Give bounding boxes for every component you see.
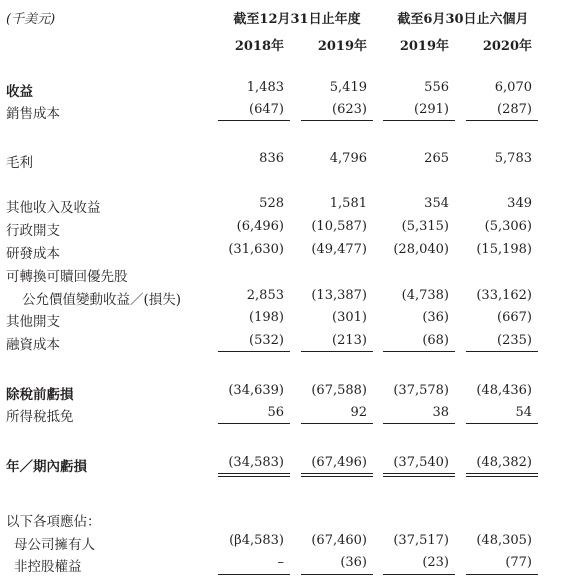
cell: 1,581 — [329, 196, 367, 211]
cell: (48,382) — [476, 455, 532, 470]
cell: 265 — [424, 151, 449, 166]
cell: (37,517) — [393, 533, 449, 548]
cell: 5,419 — [329, 80, 367, 95]
subtotal-rule — [301, 120, 373, 121]
cell: 38 — [432, 405, 449, 420]
cell: (67,460) — [311, 533, 367, 548]
year-header-3: 2019年 — [399, 39, 449, 54]
row-label-rnd-costs: 研發成本 — [6, 246, 60, 262]
row-label-finance-costs: 融資成本 — [6, 337, 60, 353]
cell: 4,796 — [329, 151, 367, 166]
subtotal-rule — [466, 574, 538, 575]
cell: (647) — [249, 102, 284, 117]
row-label-loss-before-tax: 除稅前虧損 — [6, 387, 74, 403]
cell: (623) — [332, 102, 367, 117]
total-double-rule — [383, 473, 455, 477]
cell: (10,587) — [311, 219, 367, 234]
cell: (67,496) — [311, 455, 367, 470]
subtotal-rule — [466, 120, 538, 121]
cell: (287) — [497, 102, 532, 117]
cell: (13,387) — [311, 288, 367, 303]
cell: 6,070 — [494, 80, 532, 95]
cell: (15,198) — [476, 242, 532, 257]
cell: (5,315) — [401, 219, 449, 234]
cell: (36) — [340, 555, 367, 570]
subtotal-rule — [301, 351, 373, 352]
subtotal-rule — [218, 351, 290, 352]
cell: (6,496) — [236, 219, 284, 234]
row-label-fair-value-change: 公允價值變動收益／(損失) — [22, 292, 182, 308]
year-header-1: 2018年 — [234, 39, 284, 54]
cell: (33,162) — [476, 288, 532, 303]
subtotal-rule — [383, 120, 455, 121]
subtotal-rule — [301, 574, 373, 575]
row-label-other-income: 其他收入及收益 — [6, 200, 101, 216]
cell: (213) — [332, 333, 367, 348]
cell: 5,783 — [494, 151, 532, 166]
unit-label: (千美元) — [6, 12, 56, 27]
cell: (37,578) — [393, 383, 449, 398]
subtotal-rule — [466, 423, 538, 424]
cell: (667) — [497, 310, 532, 325]
subtotal-rule — [218, 574, 290, 575]
cell: 92 — [350, 405, 367, 420]
cell: (4,738) — [401, 288, 449, 303]
row-label-cost-of-sales: 銷售成本 — [6, 106, 60, 122]
cell: (67,588) — [311, 383, 367, 398]
row-label-admin-expenses: 行政開支 — [6, 223, 60, 239]
subtotal-rule — [383, 423, 455, 424]
header-year-end: 截至12月31日止年度 — [233, 12, 361, 27]
total-double-rule — [466, 473, 538, 477]
cell: (48,436) — [476, 383, 532, 398]
subtotal-rule — [383, 351, 455, 352]
subtotal-rule — [218, 423, 290, 424]
row-label-attributable-to: 以下各項應佔： — [6, 514, 101, 530]
cell: (37,540) — [393, 455, 449, 470]
cell: (68) — [422, 333, 449, 348]
cell: (532) — [249, 333, 284, 348]
row-label-owners-of-parent: 母公司擁有人 — [14, 537, 95, 553]
row-label-other-expenses: 其他開支 — [6, 314, 60, 330]
cell: (β4,583) — [229, 533, 284, 548]
cell: 54 — [515, 405, 532, 420]
cell: 354 — [424, 196, 449, 211]
header-six-months: 截至6月30日止六個月 — [397, 12, 529, 27]
cell: 2,853 — [246, 288, 284, 303]
cell: (5,306) — [484, 219, 532, 234]
cell: 556 — [424, 80, 449, 95]
cell: (77) — [505, 555, 532, 570]
row-label-gross-profit: 毛利 — [6, 155, 33, 171]
row-label-non-controlling: 非控股權益 — [14, 559, 82, 575]
cell: (28,040) — [393, 242, 449, 257]
cell: – — [277, 555, 284, 570]
cell: 528 — [259, 196, 284, 211]
total-double-rule — [218, 473, 290, 477]
cell: 836 — [259, 151, 284, 166]
subtotal-rule — [301, 423, 373, 424]
cell: (31,630) — [228, 242, 284, 257]
cell: (23) — [422, 555, 449, 570]
cell: (48,305) — [476, 533, 532, 548]
cell: (49,477) — [311, 242, 367, 257]
cell: (198) — [249, 310, 284, 325]
cell: 1,483 — [246, 80, 284, 95]
subtotal-rule — [383, 574, 455, 575]
total-double-rule — [301, 473, 373, 477]
year-header-2: 2019年 — [317, 39, 367, 54]
subtotal-rule — [218, 120, 290, 121]
cell: (301) — [332, 310, 367, 325]
year-header-4: 2020年 — [482, 39, 532, 54]
cell: (34,639) — [228, 383, 284, 398]
row-label-revenue: 收益 — [6, 84, 33, 100]
cell: (34,583) — [228, 455, 284, 470]
subtotal-rule — [466, 351, 538, 352]
row-label-income-tax-credit: 所得稅抵免 — [6, 409, 74, 425]
row-label-loss-for-period: 年／期內虧損 — [6, 459, 87, 475]
cell: (291) — [414, 102, 449, 117]
cell: (36) — [422, 310, 449, 325]
row-label-convertible-preferred: 可轉換可贖回優先股 — [6, 269, 128, 285]
cell: (235) — [497, 333, 532, 348]
cell: 349 — [507, 196, 532, 211]
cell: 56 — [267, 405, 284, 420]
